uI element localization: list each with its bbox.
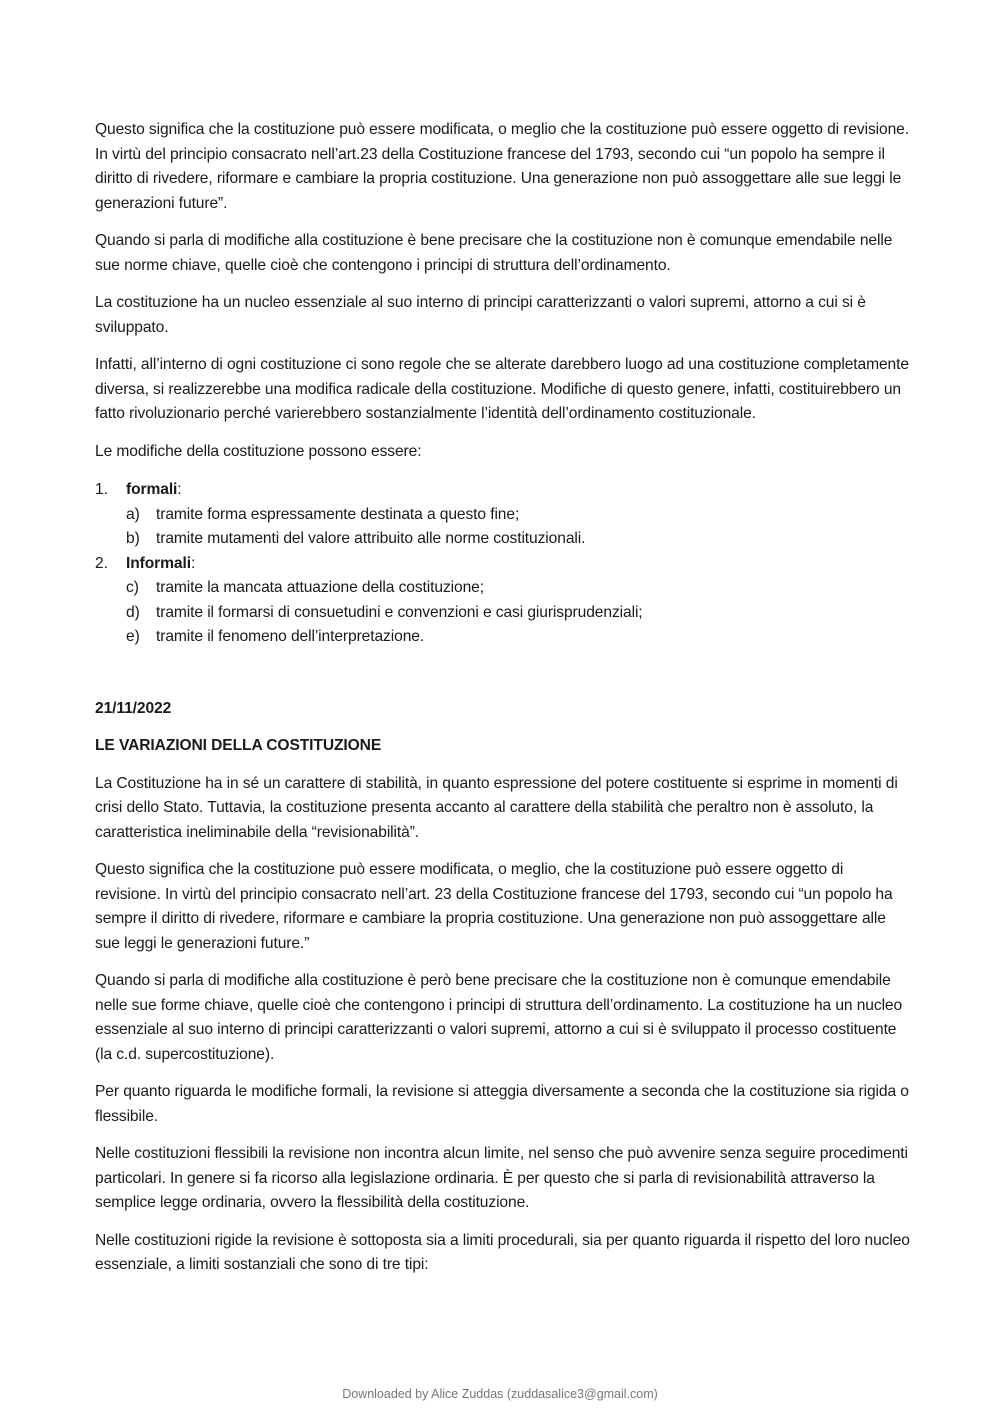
document-page: [95, 118, 910, 1291]
paragraph: Questo significa che la costituzione può essere modificata, o meglio, che la costituzione può essere oggetto di revisione. In virtù del principio consacrato nell’art. 23 della Costituzione francese del 1793, secondo cui “un popolo ha sempre il diritto di rivedere, riformare e cambiare la propria costituzione. Una generazione non può assoggettare alle sue leggi le generazioni future.”: [95, 861, 893, 952]
list-item-suffix: :: [190, 554, 196, 572]
list-item-label: formali: [126, 481, 178, 498]
list-subitem-text: tramite la mancata attuazione della costituzione;: [156, 579, 484, 596]
modifications-list: [95, 478, 910, 650]
date-heading: 21/11/2022: [95, 699, 172, 717]
section-title: LE VARIAZIONI DELLA COSTITUZIONE: [95, 737, 382, 754]
paragraph: Quando si parla di modifiche alla costituzione è bene precisare che la costituzione non è comunque emendabile nelle sue norme chiave, quelle cioè che contengono i principi di struttura dell’ordinamento.: [95, 232, 893, 274]
list-subitem: [95, 503, 910, 528]
paragraph: Infatti, all’interno di ogni costituzione ci sono regole che se alterate darebbero luogo ad una costituzione completamente diversa, si realizzerebbe una modifica radicale della costituzione. Modifiche di questo genere, infatti, costituirebbero un fatto rivoluzionario perché varierebbero sostanzialmente l’identità dell’ordinamento costituzionale.: [95, 356, 909, 422]
vertical-spacer: [95, 650, 910, 697]
list-subitem: [95, 576, 910, 601]
list-number: 1.: [95, 481, 108, 498]
list-letter: e): [126, 628, 140, 645]
list-subitem: [95, 527, 910, 552]
paragraph: Le modifiche della costituzione possono essere:: [95, 442, 422, 460]
list-number: 2.: [95, 554, 108, 572]
paragraph: Quando si parla di modifiche alla costituzione è però bene precisare che la costituzione non è comunque emendabile nelle sue forme chiave, quelle cioè che contengono i principi di struttura dell’ordinamento. La costituzione ha un nucleo essenziale al suo interno di principi caratterizzanti o valori supremi, attorno a cui si è sviluppato il processo costituente (la c.d. supercostituzione).: [95, 972, 903, 1063]
list-subitem: [95, 625, 910, 650]
download-footer: Downloaded by Alice Zuddas (zuddasalice3@gmail.com): [342, 1387, 658, 1401]
list-letter: d): [126, 603, 140, 621]
list-item: [95, 478, 910, 503]
paragraph: La Costituzione ha in sé un carattere di stabilità, in quanto espressione del potere costituente si esprime in momenti di crisi dello Stato. Tuttavia, la costituzione presenta accanto al carattere della stabilità che peraltro non è assoluto, la caratteristica ineliminabile della “revisionabilità”.: [95, 774, 898, 841]
list-item-suffix: :: [177, 481, 182, 498]
list-item-label: Informali: [126, 554, 191, 572]
paragraph: Nelle costituzioni rigide la revisione è sottoposta sia a limiti procedurali, sia per quanto riguarda il rispetto del loro nucleo essenziale, a limiti sostanziali che sono di tre tipi:: [95, 1231, 910, 1273]
list-item: [95, 552, 910, 577]
list-subitem-text: tramite mutamenti del valore attribuito alle norme costituzionali.: [156, 530, 586, 547]
list-subitem-text: tramite il fenomeno dell’interpretazione.: [156, 628, 425, 645]
list-letter: b): [126, 530, 140, 547]
list-letter: a): [126, 505, 140, 523]
paragraph: Nelle costituzioni flessibili la revisione non incontra alcun limite, nel senso che può avvenire senza seguire procedimenti particolari. In genere si fa ricorso alla legislazione ordinaria. È per questo che si parla di revisionabilità attraverso la semplice legge ordinaria, ovvero la flessibilità della costituzione.: [95, 1145, 908, 1211]
list-letter: c): [126, 579, 139, 596]
paragraph: Questo significa che la costituzione può essere modificata, o meglio che la costituzione può essere oggetto di revisione. In virtù del principio consacrato nell’art.23 della Costituzione francese del 1793, secondo cui “un popolo ha sempre il diritto di rivedere, riformare e cambiare la propria costituzione. Una generazione non può assoggettare alle sue leggi le generazioni future”.: [95, 121, 909, 212]
list-subitem-text: tramite forma espressamente destinata a questo fine;: [156, 505, 520, 523]
list-subitem-text: tramite il formarsi di consuetudini e convenzioni e casi giurisprudenziali;: [156, 603, 643, 621]
list-subitem: [95, 601, 910, 626]
paragraph: La costituzione ha un nucleo essenziale al suo interno di principi caratterizzanti o valori supremi, attorno a cui si è sviluppato.: [95, 294, 866, 336]
paragraph: Per quanto riguarda le modifiche formali, la revisione si atteggia diversamente a seconda che la costituzione sia rigida o flessibile.: [95, 1083, 909, 1125]
